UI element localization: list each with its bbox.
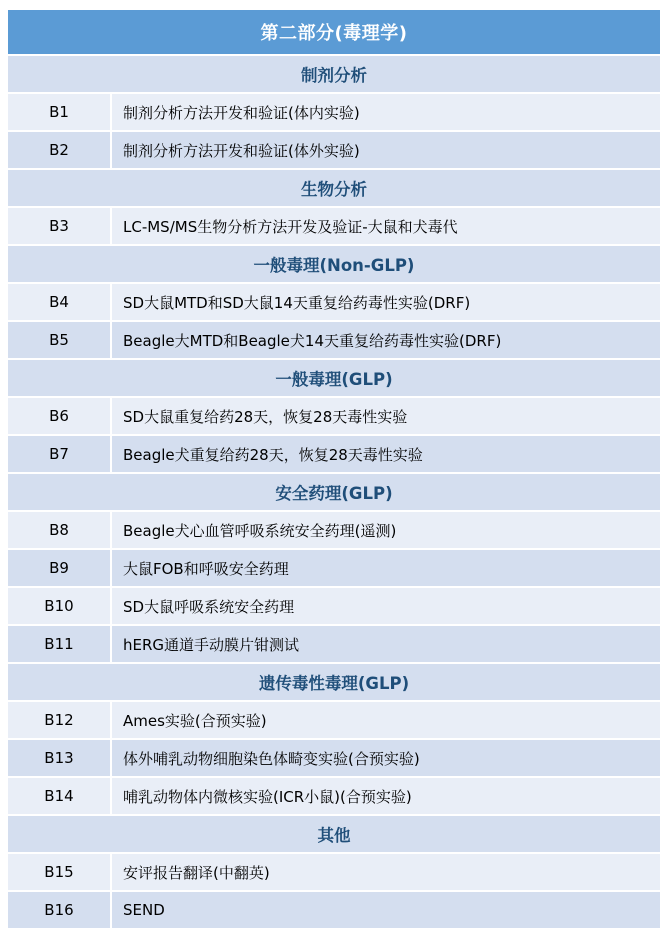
item-code: B4 — [8, 284, 112, 320]
item-description: 安评报告翻译(中翻英) — [123, 863, 270, 882]
item-code: B14 — [8, 778, 112, 814]
item-description: 制剂分析方法开发和验证(体外实验) — [123, 141, 360, 160]
section-header: 安全药理(GLP) — [8, 474, 660, 512]
item-code: B8 — [8, 512, 112, 548]
item-description: SD大鼠重复给药28天，恢复28天毒性实验 — [123, 407, 408, 426]
section-header: 一般毒理(Non-GLP) — [8, 246, 660, 284]
item-code: B7 — [8, 436, 112, 472]
section-header: 制剂分析 — [8, 56, 660, 94]
item-code: B6 — [8, 398, 112, 434]
item-description: 大鼠FOB和呼吸安全药理 — [123, 559, 289, 578]
item-code: B9 — [8, 550, 112, 586]
table-row — [8, 284, 660, 322]
table-row — [8, 208, 660, 246]
table-row — [8, 854, 660, 892]
table-title: 第二部分(毒理学) — [8, 10, 660, 56]
table-row — [8, 436, 660, 474]
item-description: SD大鼠呼吸系统安全药理 — [123, 597, 295, 616]
table-row — [8, 550, 660, 588]
section-header: 其他 — [8, 816, 660, 854]
table-row — [8, 892, 660, 930]
item-code: B13 — [8, 740, 112, 776]
item-code: B11 — [8, 626, 112, 662]
table-row — [8, 322, 660, 360]
item-code: B1 — [8, 94, 112, 130]
table-row — [8, 588, 660, 626]
section-header: 遗传毒性毒理(GLP) — [8, 664, 660, 702]
item-description: Beagle大MTD和Beagle犬14天重复给药毒性实验(DRF) — [123, 331, 502, 350]
item-description: SEND — [123, 901, 165, 919]
table-body — [8, 56, 660, 930]
table-row — [8, 626, 660, 664]
item-description: 哺乳动物体内微核实验(ICR小鼠)(合预实验) — [123, 787, 412, 806]
item-description: Beagle犬心血管呼吸系统安全药理(遥测) — [123, 521, 397, 540]
table-row — [8, 94, 660, 132]
item-code: B2 — [8, 132, 112, 168]
item-description: Beagle犬重复给药28天，恢复28天毒性实验 — [123, 445, 423, 464]
item-description: SD大鼠MTD和SD大鼠14天重复给药毒性实验(DRF) — [123, 293, 471, 312]
section-header: 一般毒理(GLP) — [8, 360, 660, 398]
item-description: 体外哺乳动物细胞染色体畸变实验(合预实验) — [123, 749, 420, 768]
table-row — [8, 740, 660, 778]
item-description: LC-MS/MS生物分析方法开发及验证-大鼠和犬毒代 — [123, 217, 458, 236]
item-code: B16 — [8, 892, 112, 928]
item-code: B15 — [8, 854, 112, 890]
item-description: 制剂分析方法开发和验证(体内实验) — [123, 103, 360, 122]
item-code: B12 — [8, 702, 112, 738]
table-row — [8, 512, 660, 550]
table-row — [8, 132, 660, 170]
item-code: B10 — [8, 588, 112, 624]
item-code: B3 — [8, 208, 112, 244]
table-row — [8, 398, 660, 436]
toxicology-table — [8, 10, 660, 930]
item-description: hERG通道手动膜片钳测试 — [123, 635, 300, 654]
table-row — [8, 702, 660, 740]
item-code: B5 — [8, 322, 112, 358]
table-row — [8, 778, 660, 816]
section-header: 生物分析 — [8, 170, 660, 208]
item-description: Ames实验(合预实验) — [123, 711, 267, 730]
